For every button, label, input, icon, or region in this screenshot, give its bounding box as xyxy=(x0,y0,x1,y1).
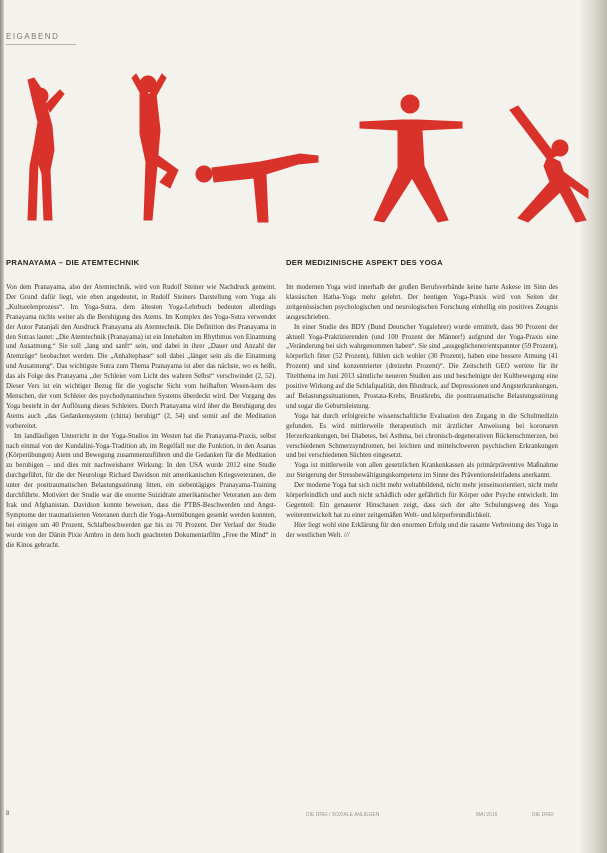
yoga-figure-tree xyxy=(132,74,178,220)
body-paragraph: Im modernen Yoga wird innerhalb der großen Berufsverbände keine harte Askese im Sinn des klassischen Hatha-Yoga mehr gelehrt. Der heutigen Yoga-Praxis wird von Seiten der zeitgenössischen psychologischen und neurologischen Forschung einhellig ein positives Zeugnis ausgeschrieben. xyxy=(286,284,558,321)
running-head: EIGABEND xyxy=(6,32,60,41)
yoga-figure-warrior-three xyxy=(196,154,318,222)
body-paragraph: Yoga hat durch erfolgreiche wissenschaftliche Evaluation den Zugang in die Schulmedizin gefunden. Es wird mittlerweile therapeutisch mit ärztlicher Anweisung bei koronaren Herzerkrankungen, bei Diabetes, bei Asthma, bei chronisch-degenerativen Rückenschmerzen, bei verschiedenen Schmerzsyndromen, bei leichten und mittelschweren psychischen Erkrankungen und bei verschiedenen Süchten eingesetzt. xyxy=(286,412,558,460)
body-paragraph: Der moderne Yoga hat sich nicht mehr weltabbildend, nicht mehr jenseitsorientiert, nicht mehr körperfeindlich und auch nicht schädlich oder gefährlich für Körper oder Psyche entwickelt. Im Gegenteil: Ein genauerer Hinschauen zeigt, dass sich der alte Schulungsweg des Yoga weiterentwickelt hat zu einer zeitgemäßen Welt- und körperfreundlichkeit. xyxy=(286,482,558,519)
body-paragraph: In einer Studie des BDY (Bund Deutscher Yogalehrer) wurde ermittelt, dass 90 Prozent der aktuell Yoga-Praktizierenden (und 100 Prozent der Männer!) aufgrund der Yoga-Praxis eine „Veränderung bei sich wahrgenommen haben“. Sie sind „ausgeglichener/entspannter (59 Prozent), körperlich fitter (52 Prozent), fühlen sich wohler (30 Prozent), haben eine bessere Atmung (41 Prozent) und sind konzentrierter (dreizehn Prozent)“. Die Zeitschrift GEO wertete für ihr Titelthema im Juni 2013 sämtliche neueren Studien aus und bescheinigte der Kultbewegung eine positive Wirkung auf die Schlafqualität, den Blutdruck, auf Depressionen und Angsterkrankungen, auf Belastungssituationen, Prostata-Krebs, Brustkrebs, die posttraumatische Belastungsstörung und sogar die Geburtsleistung. xyxy=(286,323,558,410)
footer-mark: DIE DREI xyxy=(532,812,554,818)
yoga-figure-triangle xyxy=(510,106,588,222)
page-footer xyxy=(6,811,566,823)
yoga-figure-backbend xyxy=(28,78,64,220)
running-head-rule xyxy=(6,44,76,45)
body-paragraph: Im landläufigen Unterricht in der Yoga-Studios im Westen hat die Pranayama-Praxis, selbst nach einmal von der Kundalini-Yoga-Tradition ab, im Regelfall nur die Funktion, in den Asanas (Körperübungen) Atem und Bewegung zusammenzuführen und die Gedanken für die Meditation zu beruhigen – und dies mit nachweisbarer Wirkung: In den USA wurde 2012 eine Studie durchgeführt, für die der Neurologe Richard Davidson mit amerikanischen Kriegsveteranen, die unter der posttraumatischen Belastungsstörung litten, ein siebentägiges Pranayama-Training durchführte. Motiviert der Studie war die enorme Suizidrate amerikanischer Veteranen aus dem Irak und Afghanistan. Davidson konnte beweisen, dass die PTBS-Beschwerden und Angst-Symptome der traumatisierten Veteranen durch die Yoga-Atemübungen gesenkt werden konnten, bei einigen um 40 Prozent, Schlafbeschwerden gar bis zu 70 Prozent. Der Verlauf der Studie wurde von der Dänin Pixie Ambro in dem hoch geachteten Dokumentarfilm „Free the Mind“ in die Kinos gebracht. xyxy=(6,432,276,549)
footer-date: MAI 2015 xyxy=(476,812,498,818)
section-pranayama xyxy=(6,258,276,550)
yoga-pose-illustration xyxy=(0,70,590,240)
body-paragraph: Yoga ist mittlerweile von allen gesetzlichen Krankenkassen als primärpräventive Maßnahme zur Steigerung der Stressbewältigungskompetenz im Sinne des Präventionsleitfadens anerkannt. xyxy=(286,462,558,480)
section-heading-medical-aspect: DER MEDIZINISCHE ASPEKT DES YOGA xyxy=(286,258,443,267)
section-medical-aspect xyxy=(286,258,558,541)
section-heading-pranayama: PRANAYAMA – DIE ATEMTECHNIK xyxy=(6,258,140,267)
yoga-figure-star xyxy=(360,95,462,222)
page-number: 8 xyxy=(6,811,10,817)
body-paragraph: Von dem Pranayama, also der Atemtechnik, wird von Rudolf Steiner wie Nachdruck gemeint. Der Grund dafür liegt, wie eben angedeutet, in Rudolf Steiners Darstellung vom Yoga als „Kultseelenprozess“. Im Yoga-Sutra, dem ältesten Yoga-Lehrbuch bedeuten allerdings Pranayama nichts weiter als die Beruhigung des Atems. Im Komplex des Yoga-Sutra verwendet der Autor Patanjali den Ausdruck Pranayama als Atemtechnik. Die Definition des Pranayama in den Sutras lautet: „Die Atemtechnik (Pranayama) ist ein Innehalten im Rhythmus von Einatmung und Ausatmung.“ Sie soll „lang und sanft“ sein, und dabei in ihrer „Dauer und Anzahl der Atemzüge“ beobachtet werden. Die „Anhaltephase“ soll dabei „länger sein als die Einatmung und Ausatmung“. Das wichtigste Sutra zum Thema Pranayama ist aber das nächste, wo es heißt, das als Folge des Pranayama „der Schleier vom Licht des wahren Selbst“ verschwindet (2, 52). Dieser Vers ist ein wichtiger Bezug für die yogische Sicht vom heilhaften Wesen-kern des Menschen, der vom Schleier des psychodynamischen Systems überdeckt wird. Der Vorgang des Yoga besteht in der Auflösung dieses Schleiers. Durch Pranayama wird über die Beruhigung des Atems auch „das Gedankensystem (chitta) beruhigt“ (2, 54) und somit auf die Meditation vorbereitet. xyxy=(6,284,276,430)
body-paragraph: Hier liegt wohl eine Erklärung für den enormen Erfolg und die rasante Verbreitung des Yoga in der westlichen Welt. /// xyxy=(286,521,558,539)
footer-publication: DIE DREI / SOZIALE ANLIEGEN xyxy=(306,812,380,818)
